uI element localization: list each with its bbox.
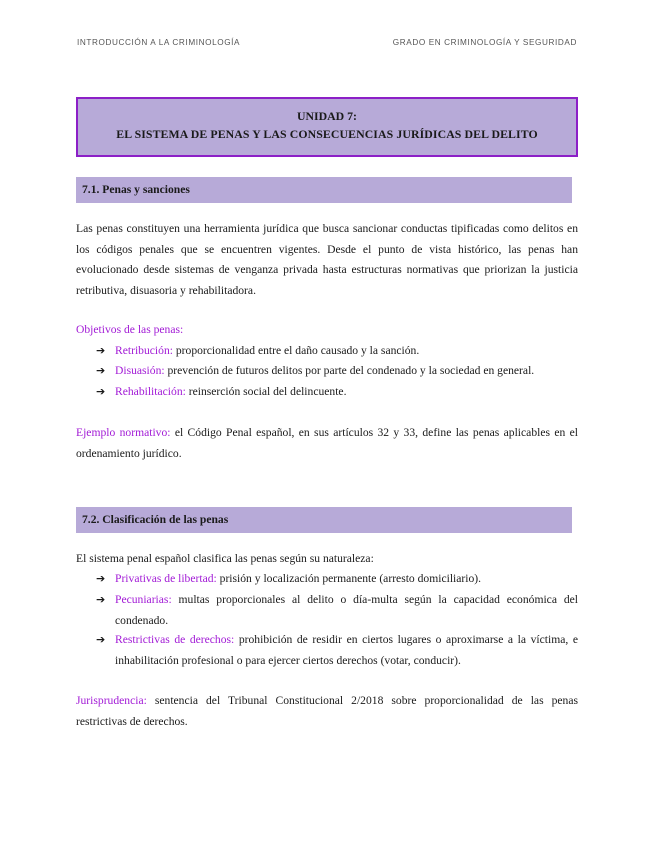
section2-intro-paragraph: El sistema penal español clasifica las penas según su naturaleza: <box>76 552 374 565</box>
list-item <box>96 590 578 631</box>
example-paragraph <box>76 423 578 464</box>
right-arrow-icon: ➔ <box>96 344 106 357</box>
objectives-label: Objetivos de las penas: <box>76 323 184 336</box>
unit-number: UNIDAD 7: <box>297 109 357 123</box>
unit-title: EL SISTEMA DE PENAS Y LAS CONSECUENCIAS JURÍDICAS DEL DELITO <box>116 127 538 141</box>
list-item-text: prevención de futuros delitos por parte del condenado y la sociedad en general. <box>164 364 535 377</box>
list-item <box>96 569 578 590</box>
list-item-term: Disuasión: <box>115 364 165 377</box>
right-arrow-icon: ➔ <box>96 572 106 585</box>
list-item-text: prohibición de residir en ciertos lugares o aproximarse a la víctima, e inhabilitación profesional o para ejercer ciertos derechos (votar, conducir). <box>115 633 578 667</box>
right-arrow-icon: ➔ <box>96 593 106 606</box>
section-heading-2: 7.2. Clasificación de las penas <box>76 507 572 533</box>
list-item <box>96 382 578 403</box>
list-item <box>96 361 578 382</box>
section-heading-1: 7.1. Penas y sanciones <box>76 177 572 203</box>
jurisprudence-label: Jurisprudencia: <box>76 694 147 707</box>
section1-intro-paragraph: Las penas constituyen una herramienta jurídica que busca sancionar conductas tipificadas como delitos en los códigos penales que se encuentren vigentes. Desde el punto de vista histórico, las penas han evolucionado desde sistemas de venganza privada hasta estructuras normativas que priorizan la justicia retributiva, disuasoria y rehabilitadora. <box>76 222 578 297</box>
unit-title-box <box>76 97 578 157</box>
example-label: Ejemplo normativo: <box>76 426 171 439</box>
list-item-text: prisión y localización permanente (arresto domiciliario). <box>216 572 482 585</box>
right-arrow-icon: ➔ <box>96 385 106 398</box>
list-item-text: proporcionalidad entre el daño causado y la sanción. <box>172 344 420 357</box>
list-item-term: Retribución: <box>115 344 173 357</box>
list-item-text: multas proporcionales al delito o día-multa según la capacidad económica del condenado. <box>115 593 578 627</box>
list-item-term: Rehabilitación: <box>115 385 186 398</box>
example-text: el Código Penal español, en sus artículos 32 y 33, define las penas aplicables en el ordenamiento jurídico. <box>76 426 578 460</box>
running-header-right: GRADO EN CRIMINOLOGÍA Y SEGURIDAD <box>392 38 577 47</box>
list-item-text: reinserción social del delincuente. <box>185 385 347 398</box>
jurisprudence-text: sentencia del Tribunal Constitucional 2/2018 sobre proporcionalidad de las penas restrictivas de derechos. <box>76 694 578 728</box>
list-item-term: Pecuniarias: <box>115 593 172 606</box>
list-item-term: Privativas de libertad: <box>115 572 217 585</box>
list-item <box>96 341 578 362</box>
right-arrow-icon: ➔ <box>96 364 106 377</box>
list-item <box>96 630 578 671</box>
jurisprudence-paragraph <box>76 691 578 732</box>
list-item-term: Restrictivas de derechos: <box>115 633 235 646</box>
running-header-left: INTRODUCCIÓN A LA CRIMINOLOGÍA <box>77 38 241 47</box>
right-arrow-icon: ➔ <box>96 633 106 646</box>
